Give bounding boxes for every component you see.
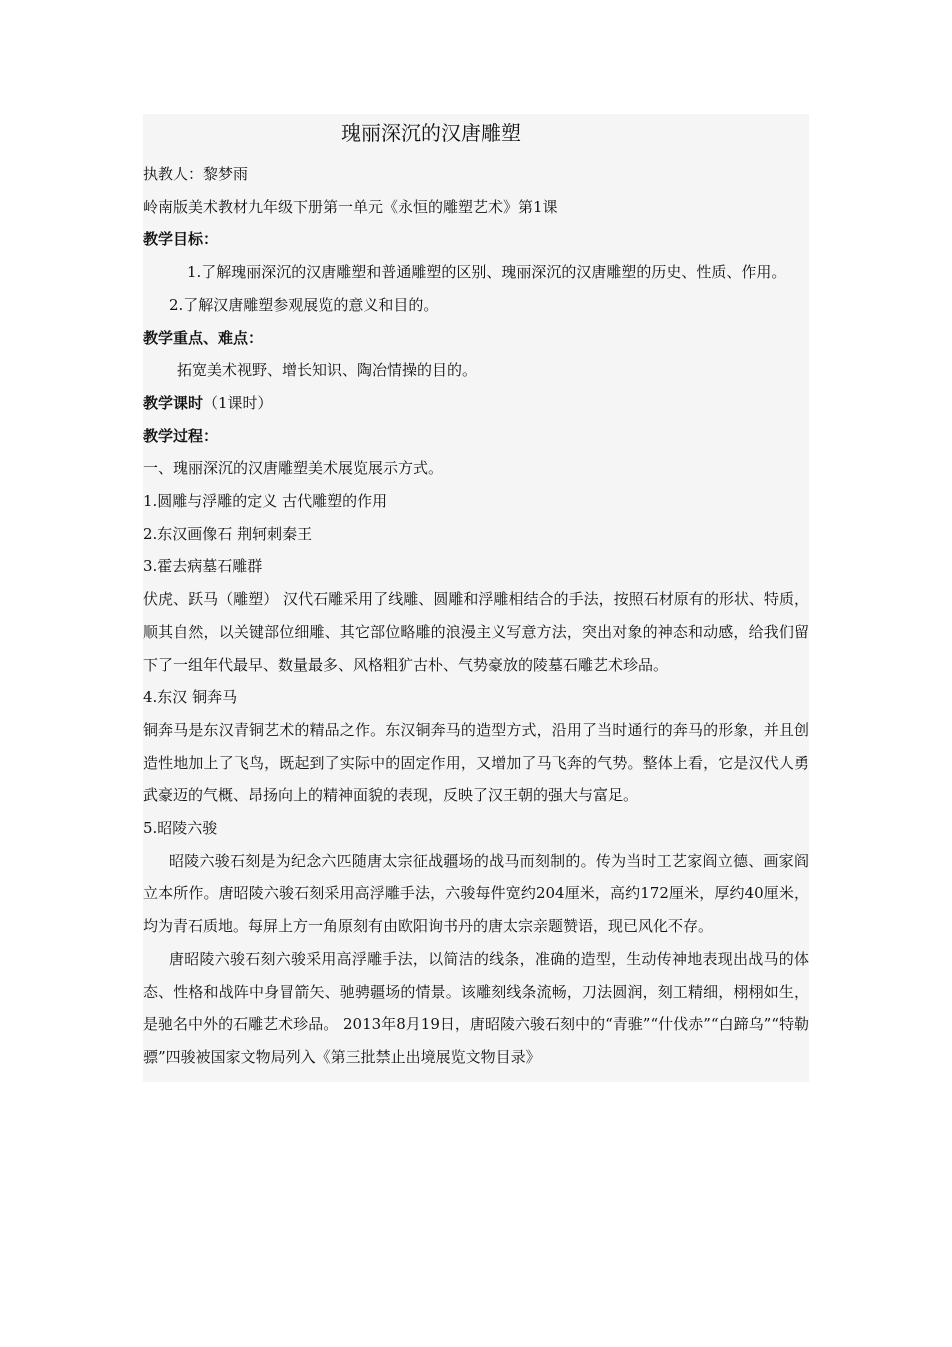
objective-item-1: 1.了解瑰丽深沉的汉唐雕塑和普通雕塑的区别、瑰丽深沉的汉唐雕塑的历史、性质、作用。 [187, 263, 787, 282]
hours-heading: 教学课时 [143, 393, 204, 412]
hours-line [143, 387, 809, 420]
process-item-2: 2.东汉画像石 荆轲刺秦王 [143, 524, 313, 543]
process-heading: 教学过程： [143, 426, 219, 445]
document-body [143, 114, 809, 1082]
objective-item-2: 2.了解汉唐雕塑参观展览的意义和目的。 [169, 295, 439, 314]
process-item-5-text-1: 昭陵六骏石刻是为纪念六匹随唐太宗征战疆场的战马而刻制的。传为当时工艺家阎立德、画家阎立本所作。唐昭陵六骏石刻采用高浮雕手法，六骏每件宽约204厘米，高约172厘米，厚约40厘米，均为青石质地。每屏上方一角原刻有由欧阳询书丹的唐太宗亲题赞语，现已风化不存。 [143, 851, 809, 936]
process-item-3: 3.霍去病墓石雕群 [143, 557, 263, 576]
process-item-4-text: 铜奔马是东汉青铜艺术的精品之作。东汉铜奔马的造型方式，沿用了当时通行的奔马的形象，并且创造性地加上了飞鸟，既起到了实际中的固定作用，又增加了马飞奔的气势。整体上看，它是汉代人勇武豪迈的气概、昂扬向上的精神面貌的表现，反映了汉王朝的强大与富足。 [143, 720, 809, 805]
process-section-1: 一、瑰丽深沉的汉唐雕塑美术展览展示方式。 [143, 459, 444, 478]
process-item-1: 1.圆雕与浮雕的定义 古代雕塑的作用 [143, 492, 388, 511]
hours-value: （1课时） [203, 393, 273, 412]
key-points-text: 拓宽美术视野、增长知识、陶冶情操的目的。 [177, 361, 478, 380]
teacher-line: 执教人：黎梦雨 [143, 165, 249, 183]
document-title: 瑰丽深沉的汉唐雕塑 [341, 121, 521, 145]
key-points-heading: 教学重点、难点： [143, 328, 264, 347]
process-item-3-text: 伏虎、跃马（雕塑） 汉代石雕采用了线雕、圆雕和浮雕相结合的手法，按照石材原有的形状、特质，顺其自然，以关键部位细雕、其它部位略雕的浪漫主义写意方法，突出对象的神态和动感，给我们留下了一组年代最早、数量最多、风格粗犷古朴、气势豪放的陵墓石雕艺术珍品。 [143, 590, 809, 674]
process-item-5-text-2: 唐昭陵六骏石刻六骏采用高浮雕手法，以简洁的线条，准确的造型，生动传神地表现出战马的体态、性格和战阵中身冒箭矢、驰骋疆场的情景。该雕刻线条流畅，刀法圆润，刻工精细，栩栩如生，是驰名中外的石雕艺术珍品。 2013年8月19日，唐昭陵六骏石刻中的“青骓”“什伐赤”“白蹄乌”“特勒骠”四骏被国家文物局列入《第三批禁止出境展览文物目录》 [143, 949, 809, 1066]
textbook-line: 岭南版美术教材九年级下册第一单元《永恒的雕塑艺术》第1课 [143, 197, 558, 216]
objectives-heading: 教学目标： [143, 230, 219, 249]
process-item-5: 5.昭陵六骏 [143, 819, 218, 838]
process-item-4: 4.东汉 铜奔马 [143, 688, 238, 707]
